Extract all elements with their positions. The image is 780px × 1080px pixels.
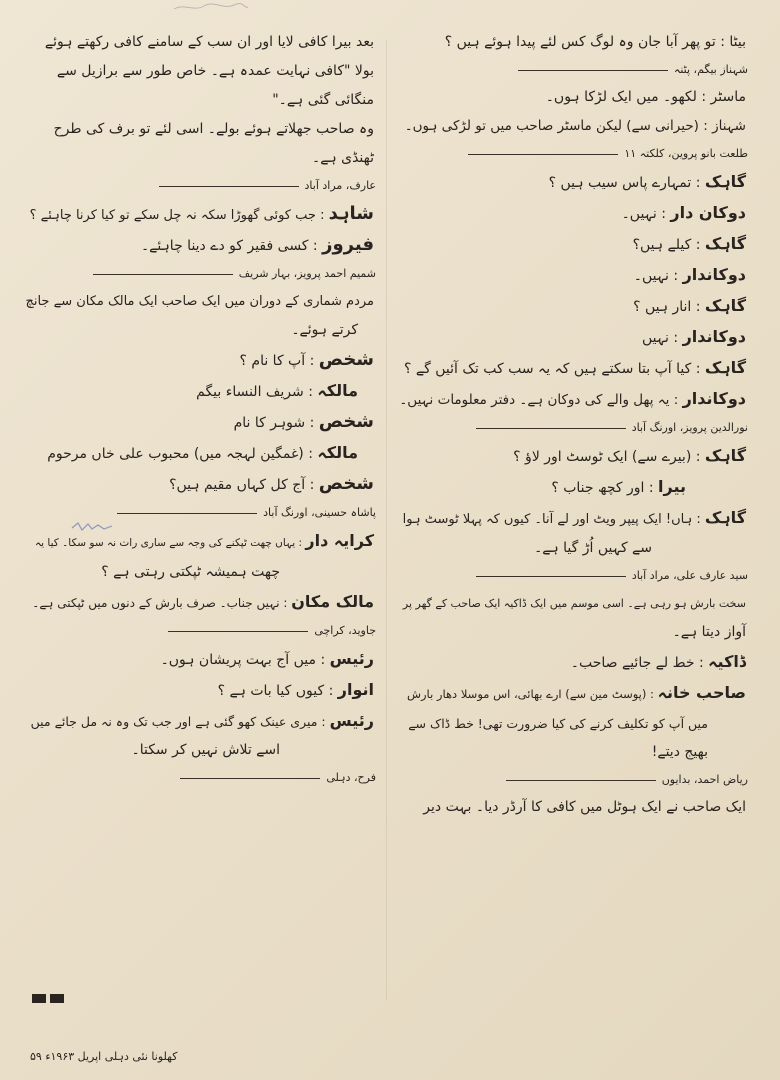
line-text: جب کوئی گھوڑا سکہ نہ چل سکے تو کیا کرنا چاہئے ؟	[29, 208, 316, 223]
text-line	[398, 503, 748, 534]
line-text: (غمگین لہجہ میں) محبوب علی خاں مرحوم	[47, 446, 304, 462]
speaker-separator: :	[692, 512, 705, 527]
speaker-label: رئیس	[329, 649, 374, 668]
text-line	[398, 353, 748, 384]
line-text: کسی فقیر کو دے دینا چاہئے۔	[140, 238, 309, 254]
right-column	[398, 28, 748, 822]
text-line	[24, 57, 376, 86]
speaker-label: دوکان دار	[670, 203, 746, 222]
contributor-credit	[24, 618, 376, 644]
speaker-label: مالک مکان	[291, 592, 374, 611]
text-line	[398, 260, 748, 291]
line-text: آواز دیتا ہے۔	[672, 624, 746, 640]
text-line	[24, 469, 376, 500]
speaker-separator: :	[691, 449, 705, 465]
text-line	[24, 287, 376, 316]
credit-rule	[518, 70, 668, 71]
line-text: شوہر کا نام	[233, 415, 306, 431]
contributor-credit	[398, 415, 748, 441]
contributor-credit	[398, 141, 748, 167]
speaker-label: رئیس	[329, 711, 374, 730]
speaker-separator: :	[691, 299, 705, 315]
line-text: میری عینک کھو گئی ہے اور جب تک وہ نہ مل جائے میں	[30, 714, 318, 729]
text-line	[24, 644, 376, 675]
text-line	[24, 706, 376, 736]
speaker-label: گاہک	[704, 296, 746, 315]
line-text: یہ پھل والے کی دوکان ہے۔ دفتر معلومات نہیں۔	[399, 392, 670, 408]
line-text: کرتے ہوئے۔	[291, 322, 358, 338]
line-text: شریف النساء بیگم	[196, 384, 304, 400]
line-text: سخت بارش ہو رہی ہے۔ اسی موسم میں ایک ڈاکیہ ایک صاحب کے گھر پر	[402, 597, 746, 610]
credit-name: جاوید، کراچی	[314, 624, 376, 637]
text-line	[24, 407, 376, 438]
speaker-label: شخص	[318, 411, 374, 432]
text-line	[398, 322, 748, 353]
text-line	[398, 83, 748, 112]
line-text: خط لے جائیے صاحب۔	[570, 655, 695, 671]
line-text: ماسٹر : لکھو۔ میں ایک لڑکا ہوں۔	[545, 89, 746, 105]
speaker-separator: :	[305, 477, 319, 493]
line-text: آپ کا نام ؟	[239, 353, 306, 369]
speaker-separator: :	[279, 596, 292, 610]
line-text: اور کچھ جناب ؟	[551, 480, 645, 496]
line-text: (پوسٹ مین سے) ارے بھائی، اس موسلا دھار بارش	[406, 687, 647, 701]
text-line	[24, 316, 376, 345]
speaker-separator: :	[691, 175, 705, 191]
text-line	[398, 738, 748, 767]
credit-name: شمیم احمد پرویز، بہار شریف	[238, 267, 376, 280]
line-text: مردم شماری کے دوران میں ایک صاحب ایک مالک مکان سے جانچ	[25, 294, 374, 309]
speaker-separator: :	[644, 480, 659, 496]
text-line	[24, 86, 376, 115]
line-text: بھیج دیتے!	[651, 744, 708, 760]
speaker-label: شخص	[318, 473, 374, 494]
speaker-separator: :	[303, 384, 318, 400]
line-text: چھت ہمیشہ ٹپکتی رہتی ہے ؟	[101, 564, 280, 580]
speaker-separator: :	[295, 537, 306, 549]
text-line	[398, 384, 748, 415]
line-text: نہیں۔	[633, 268, 669, 284]
credit-rule	[180, 778, 320, 779]
speaker-label: کرایہ دار	[305, 531, 374, 550]
speaker-label: بیرا	[658, 477, 686, 496]
speaker-separator: :	[315, 208, 329, 223]
contributor-credit	[24, 261, 376, 287]
credit-rule	[476, 576, 626, 577]
left-column	[24, 28, 376, 791]
contributor-credit	[24, 173, 376, 199]
speaker-label: گاہک	[704, 358, 746, 377]
speaker-label: شاہد	[328, 203, 374, 224]
text-line	[24, 199, 376, 230]
speaker-separator: :	[317, 714, 330, 729]
speaker-separator: :	[303, 446, 318, 462]
credit-name: شہناز بیگم، پٹنہ	[673, 63, 748, 76]
contributor-credit	[24, 765, 376, 791]
speaker-label: دوکاندار	[682, 265, 746, 284]
line-text: ٹھنڈی ہے۔	[312, 150, 374, 166]
line-text: میں آج بہت پریشان ہوں۔	[160, 652, 316, 668]
text-line	[398, 198, 748, 229]
line-text: وہ صاحب جھلاتے ہوئے بولے۔ اسی لئے تو برف کی طرح	[53, 121, 374, 137]
text-line	[398, 441, 748, 472]
line-text: ہاں! ایک پیپر ویٹ اور لے آنا۔ کیوں کہ پہلا ٹوسٹ ہوا	[402, 512, 693, 527]
speaker-separator: :	[305, 353, 319, 369]
text-line	[24, 736, 376, 765]
speaker-label: صاحب خانہ	[657, 683, 746, 702]
text-line	[24, 144, 376, 173]
speaker-separator: :	[316, 652, 330, 668]
ink-scribble	[70, 520, 114, 534]
speaker-separator: :	[308, 238, 323, 254]
text-line	[398, 229, 748, 260]
text-line	[24, 345, 376, 376]
credit-name: پاشاہ حسینی، اورنگ آباد	[263, 506, 376, 519]
credit-rule	[468, 154, 618, 155]
speaker-label: گاہک	[704, 234, 746, 253]
line-text: کیا آپ بتا سکتے ہیں کہ یہ سب کب تک آئیں گے ؟	[404, 361, 692, 377]
footer-blocks	[32, 994, 64, 1003]
credit-name: سید عارف علی، مراد آباد	[631, 569, 748, 582]
speaker-label: گاہک	[704, 172, 746, 191]
credit-rule	[159, 186, 299, 187]
line-text: یہاں چھت ٹپکنے کی وجہ سے ساری رات نہ سو سکا۔ کیا یہ	[35, 537, 296, 549]
line-text: (بیرے سے) ایک ٹوسٹ اور لاؤ ؟	[513, 449, 692, 465]
page-footer: کھلونا نئی دہلی اپریل ۱۹۶۳ء ۵۹	[30, 1050, 178, 1063]
contributor-credit	[398, 767, 748, 793]
line-text: بولا "کافی نہایت عمدہ ہے۔ خاص طور سے برازیل سے	[56, 63, 374, 79]
text-line	[398, 167, 748, 198]
credit-name: طلعت بانو پروین، کلکتہ ۱۱	[624, 147, 748, 160]
line-text: آج کل کہاں مقیم ہیں؟	[169, 477, 306, 493]
speaker-separator: :	[669, 392, 683, 408]
column-divider	[386, 40, 387, 1000]
text-line	[398, 618, 748, 647]
text-line	[24, 115, 376, 144]
speaker-label: انوار	[337, 680, 374, 699]
line-text: کیلے ہیں؟	[632, 237, 692, 253]
speaker-separator: :	[694, 655, 709, 671]
text-line	[24, 376, 376, 407]
speaker-label: گاہک	[704, 446, 746, 465]
line-text: انار ہیں ؟	[633, 299, 692, 315]
speaker-label: دوکاندار	[682, 327, 746, 346]
line-text: میں آپ کو تکلیف کرنے کی کیا ضرورت تھی! خط ڈاک سے	[408, 716, 708, 731]
line-text: سے کہیں اُڑ گیا ہے۔	[534, 540, 652, 556]
pencil-smudge	[170, 0, 250, 14]
speaker-separator: :	[691, 361, 705, 377]
text-line	[398, 472, 748, 503]
speaker-label: فیروز	[322, 234, 374, 255]
speaker-label: مالکہ	[317, 381, 358, 400]
speaker-separator: :	[324, 683, 338, 699]
text-line	[24, 675, 376, 706]
text-line	[24, 587, 376, 618]
line-text: منگائی گئی ہے۔"	[272, 92, 374, 108]
text-line	[398, 589, 748, 618]
line-text: نہیں	[641, 330, 669, 346]
contributor-credit	[398, 563, 748, 589]
text-line	[398, 112, 748, 141]
credit-name: نورالدین پرویز، اورنگ آباد	[631, 421, 748, 434]
speaker-separator: :	[691, 237, 705, 253]
speaker-label: شخص	[318, 349, 374, 370]
speaker-separator: :	[656, 206, 671, 222]
credit-rule	[168, 631, 308, 632]
credit-rule	[506, 780, 656, 781]
credit-name: عارف، مراد آباد	[304, 179, 376, 192]
line-text: تمہارے پاس سیب ہیں ؟	[548, 175, 692, 191]
speaker-separator: :	[305, 415, 319, 431]
text-line	[398, 291, 748, 322]
line-text: بیٹا : تو پھر آبا جان وہ لوگ کس لئے پیدا ہوئے ہیں ؟	[444, 34, 746, 50]
line-text: ایک صاحب نے ایک ہوٹل میں کافی کا آرڈر دیا۔ بہت دیر	[423, 799, 746, 815]
text-line	[398, 678, 748, 709]
text-line	[24, 558, 376, 587]
speaker-label: ڈاکیہ	[708, 652, 746, 671]
speaker-label: دوکاندار	[682, 389, 746, 408]
text-line	[398, 28, 748, 57]
text-line	[24, 438, 376, 469]
credit-name: فرح، دہلی	[326, 771, 376, 784]
text-line	[398, 534, 748, 563]
line-text: کیوں کیا بات ہے ؟	[217, 683, 325, 699]
speaker-separator: :	[646, 687, 658, 701]
text-line	[398, 647, 748, 678]
credit-name: ریاض احمد، بدایوں	[661, 773, 748, 786]
line-text: نہیں جناب۔ صرف بارش کے دنوں میں ٹپکتی ہے۔	[32, 596, 280, 610]
speaker-label: گاہک	[704, 508, 746, 527]
text-line	[24, 28, 376, 57]
line-text: اسے تلاش نہیں کر سکتا۔	[131, 742, 280, 758]
credit-rule	[93, 274, 233, 275]
credit-rule	[117, 513, 257, 514]
speaker-label: مالکہ	[317, 443, 358, 462]
text-line	[24, 230, 376, 261]
line-text: بعد بیرا کافی لایا اور ان سب کے سامنے کافی رکھتے ہوئے	[44, 34, 374, 50]
credit-rule	[476, 428, 626, 429]
line-text: شہناز : (حیرانی سے) لیکن ماسٹر صاحب میں تو لڑکی ہوں۔	[404, 118, 746, 134]
contributor-credit	[398, 57, 748, 83]
speaker-separator: :	[668, 268, 683, 284]
text-line	[398, 709, 748, 738]
speaker-separator: :	[668, 330, 683, 346]
line-text: نہیں۔	[621, 206, 657, 222]
text-line	[398, 793, 748, 822]
